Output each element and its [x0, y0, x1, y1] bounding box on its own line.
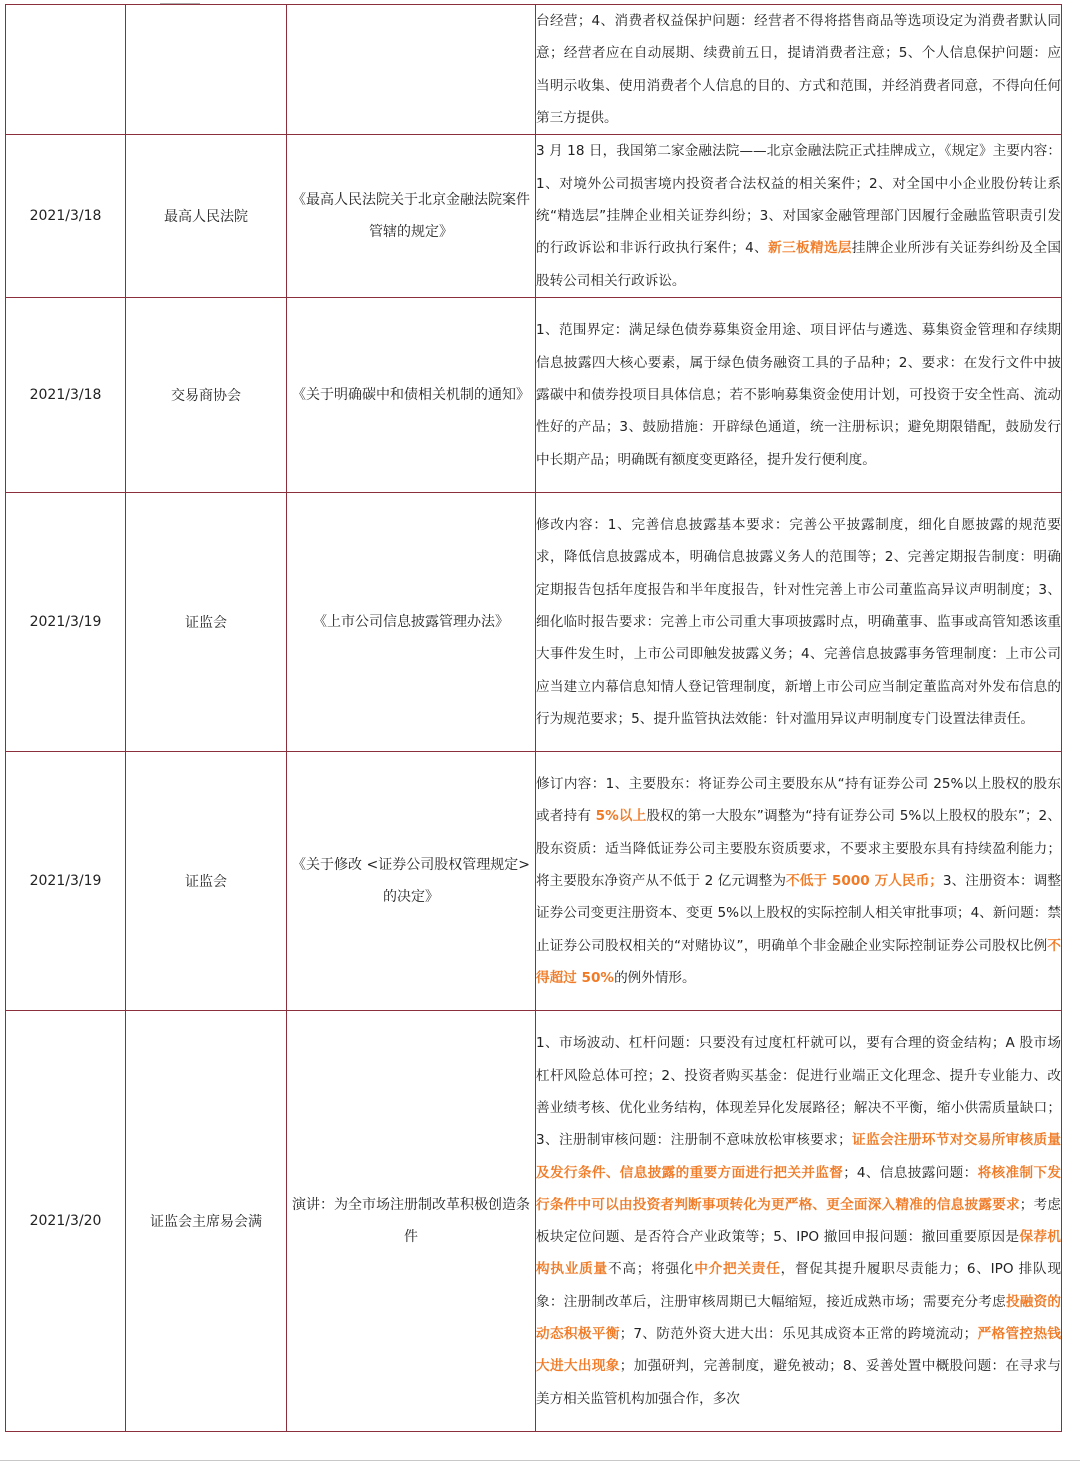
- table-row: [6, 493, 1062, 752]
- content-segment: 不高；将强化: [607, 1261, 695, 1278]
- content-cell: [536, 493, 1062, 752]
- content-segment: 股权的第一大股东”调整为“持有证券公司 5%以上股权的股东”；2、股东资质：适当降低证券公司主要股东资质要求，不要求主要股东具有持续盈利能力；将主要股东净资产从不低于 2 亿元调整为: [536, 808, 1061, 890]
- content-cell: [536, 1011, 1062, 1432]
- highlight-text: 新三板精选层: [768, 240, 852, 257]
- content-segment: 修改内容：1、完善信息披露基本要求：完善公平披露制度，细化自愿披露的规范要求，降低信息披露成本，明确信息披露义务人的范围等；2、完善定期报告制度：明确定期报告包括年度报告和半年度报告，针对性完善上市公司董监高异议声明制度；3、细化临时报告要求：完善上市公司重大事项披露时点，明确董事、监事或高管知悉该重大事件发生时，上市公司即触发披露义务；4、完善信息披露事务管理制度：上市公司应当建立内幕信息知情人登记管理制度，新增上市公司应当制定董监高对外发布信息的行为规范要求；5、提升监管执法效能：针对滥用异议声明制度专门设置法律责任。: [536, 517, 1061, 727]
- title-cell: 《关于修改 <证券公司股权管理规定> 的决定》: [287, 752, 536, 1011]
- content-text: [536, 1027, 1061, 1415]
- table-row: [6, 135, 1062, 298]
- issuer-cell: 证监会: [126, 752, 287, 1011]
- content-cell: [536, 752, 1062, 1011]
- content-cell: [536, 5, 1062, 135]
- content-segment: 挂牌企业所涉有关证券纠纷及全国股转公司相关行政诉讼。: [536, 240, 1061, 289]
- highlight-text: 投融资的动态积极平衡: [536, 1293, 1062, 1343]
- highlight-text: 不得超过 50%: [536, 937, 1061, 986]
- content-text: [536, 135, 1061, 296]
- content-segment: ；加强研判，完善制度，避免被动；8、妥善处置中概股问题：在寻求与美方相关监管机构加强合作，多次: [536, 1358, 1061, 1407]
- content-segment: 修订内容：1、主要股东：将证券公司主要股东从“持有证券公司 25%以上股权的股东或者持有: [536, 776, 1061, 825]
- highlight-text: 5%以上: [595, 808, 647, 825]
- table-row: [6, 752, 1062, 1011]
- title-cell: 《关于明确碳中和债相关机制的通知》: [287, 298, 536, 493]
- content-text: [536, 5, 1061, 134]
- content-text: [536, 314, 1061, 475]
- policy-table: [5, 4, 1062, 1432]
- content-segment: ；考虑板块定位问题、是否符合产业政策等；5、IPO 撤回申报问题：撤回重要原因是: [536, 1196, 1062, 1246]
- content-segment: ，督促其提升履职尽责能力；6、IPO 排队现象：注册制改革后，注册审核周期已大幅缩短，接近成熟市场；需要充分考虑: [536, 1261, 1062, 1310]
- date-cell: 2021/3/20: [6, 1011, 126, 1432]
- content-segment: 的例外情形。: [614, 969, 696, 986]
- table-row: [6, 5, 1062, 135]
- issuer-cell: [126, 5, 287, 135]
- content-segment: ；7、防范外资大进大出：乐见其成资本正常的跨境流动；: [619, 1326, 978, 1343]
- title-cell: 《最高人民法院关于北京金融法院案件管辖的规定》: [287, 135, 536, 298]
- content-segment: 1、范围界定：满足绿色债券募集资金用途、项目评估与遴选、募集资金管理和存续期信息披露四大核心要素，属于绿色债务融资工具的子品种；2、要求：在发行文件中披露碳中和债券投项目具体信息；若不影响募集资金使用计划，可投资于安全性高、流动性好的产品；3、鼓励措施：开辟绿色通道，统一注册标识；避免期限错配，鼓励发行中长期产品；明确既有额度变更路径，提升发行便利度。: [536, 322, 1061, 468]
- issuer-cell: 最高人民法院: [126, 135, 287, 298]
- date-cell: 2021/3/18: [6, 135, 126, 298]
- content-segment: 3、注册资本：调整证券公司变更注册资本、变更 5%以上股权的实际控制人相关审批事项；4、新问题：禁止证券公司股权相关的“对赌协议”，明确单个非金融企业实际控制证券公司股权比例: [536, 873, 1061, 954]
- content-cell: [536, 298, 1062, 493]
- content-segment: 3 月 18 日，我国第二家金融法院——北京金融法院正式挂牌成立，《规定》主要内容：1、对境外公司损害境内投资者合法权益的相关案件；2、对全国中小企业股份转让系统“精选层”挂牌企业相关证券纠纷；3、对国家金融管理部门因履行金融监管职责引发的行政诉讼和非诉行政执行案件；4、: [536, 143, 1061, 257]
- highlight-text: 严格管控热钱大进大出现象: [536, 1326, 1062, 1375]
- issuer-cell: 证监会主席易会满: [126, 1011, 287, 1432]
- title-cell: 演讲：为全市场注册制改革积极创造条件: [287, 1011, 536, 1432]
- table-row: [6, 1011, 1062, 1432]
- date-cell: 2021/3/19: [6, 752, 126, 1011]
- highlight-text: 保荐机构执业质量: [536, 1229, 1062, 1278]
- content-cell: [536, 135, 1062, 298]
- date-cell: [6, 5, 126, 135]
- content-segment: 1、市场波动、杠杆问题：只要没有过度杠杆就可以，要有合理的资金结构；A 股市场杠杆风险总体可控；2、投资者购买基金：促进行业端正文化理念、提升专业能力、改善业绩考核、优化业务结构，体现差异化发展路径；解决不平衡，缩小供需质量缺口；3、注册制审核问题：注册制不意味放松审核要求；: [536, 1035, 1061, 1149]
- content-text: [536, 768, 1061, 994]
- title-cell: 《上市公司信息披露管理办法》: [287, 493, 536, 752]
- highlight-text: 将核准制下发行条件中可以由投资者判断事项转化为更严格、更全面深入精准的信息披露要求: [536, 1164, 1061, 1213]
- bottom-rule: [0, 1460, 1080, 1461]
- issuer-cell: 证监会: [126, 493, 287, 752]
- highlight-text: 中介把关责任: [694, 1261, 781, 1278]
- content-text: [536, 509, 1061, 735]
- highlight-text: 不低于 5000 万人民币；: [786, 873, 943, 890]
- highlight-text: 证监会注册环节对交易所审核质量及发行条件、信息披露的重要方面进行把关并监督: [536, 1132, 1061, 1181]
- issuer-cell: 交易商协会: [126, 298, 287, 493]
- content-segment: 台经营；4、消费者权益保护问题：经营者不得将搭售商品等选项设定为消费者默认同意；经营者应在自动展期、续费前五日，提请消费者注意；5、个人信息保护问题：应当明示收集、使用消费者个人信息的目的、方式和范围，并经消费者同意，不得向任何第三方提供。: [536, 13, 1061, 126]
- table-row: [6, 298, 1062, 493]
- date-cell: 2021/3/18: [6, 298, 126, 493]
- date-cell: 2021/3/19: [6, 493, 126, 752]
- title-cell: [287, 5, 536, 135]
- content-segment: ；4、信息披露问题：: [843, 1164, 978, 1181]
